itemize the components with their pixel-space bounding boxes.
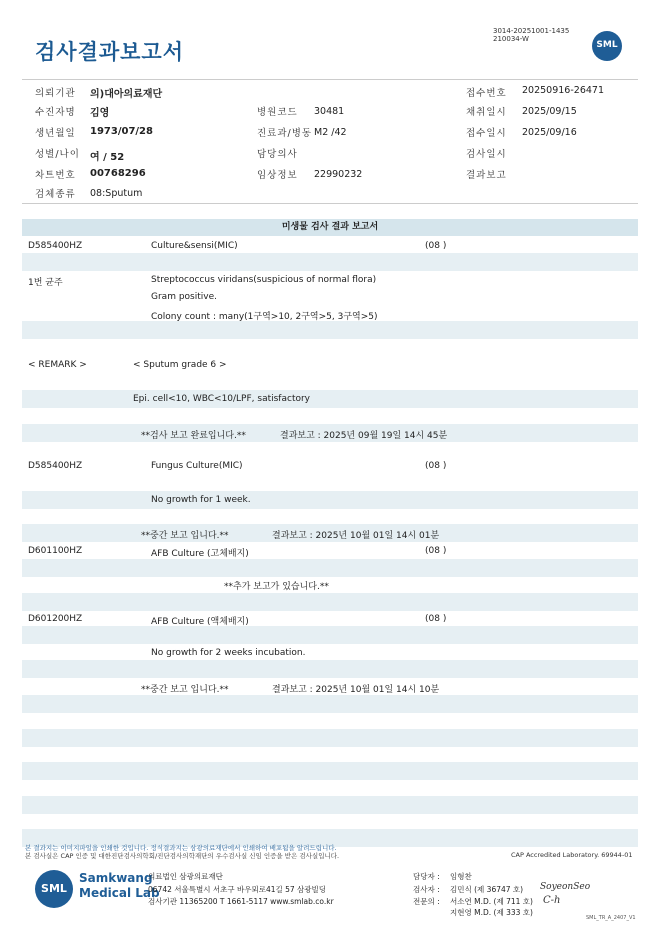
specimen-number: (08 ) — [425, 614, 447, 624]
document-id: 3014-20251001-1435 210034-W — [493, 27, 570, 43]
report-label: 결과보고 — [466, 170, 507, 181]
epi-cell-text: Epi. cell<10, WBC<10/LPF, satisfactory — [133, 394, 311, 404]
ward-code-label: 병원코드 — [257, 107, 298, 118]
test-code: D601100HZ — [28, 546, 83, 556]
row-band — [22, 729, 638, 747]
print-notice: 본 결과지는 이미지파일을 인쇄한 것입니다. 정식결과지는 삼광의료재단에서 인쇄하여 배포됨을 알려드립니다. — [25, 844, 337, 852]
expert-value-2: 지현영 M.D. (제 333 호) — [450, 908, 533, 917]
test-name: Fungus Culture(MIC) — [151, 461, 243, 471]
test-date-label: 검사일시 — [466, 149, 507, 160]
row-band — [22, 491, 638, 509]
tester-label: 검사자 : — [413, 885, 440, 894]
signature-image: C-h — [543, 895, 561, 906]
receive-date-value: 2025/09/16 — [522, 127, 577, 138]
row-band — [22, 626, 638, 644]
row-band — [22, 253, 638, 271]
test-code: D585400HZ — [28, 461, 83, 471]
ward-code-value: 30481 — [314, 106, 345, 117]
report-status-note: **중간 보고 입니다.** — [141, 531, 229, 541]
row-band — [22, 593, 638, 611]
chart-value: 00768296 — [90, 168, 146, 179]
test-code: D601200HZ — [28, 614, 83, 624]
collect-date-value: 2025/09/15 — [522, 106, 577, 117]
request-org-label: 의뢰기관 — [35, 88, 76, 99]
dept-label: 진료과/병동 — [257, 128, 313, 139]
specimen-number: (08 ) — [425, 241, 447, 251]
patient-value: 김영 — [90, 108, 110, 119]
page-title: 검사결과보고서 — [35, 40, 185, 64]
header-top-divider — [22, 79, 638, 80]
patient-label: 수진자명 — [35, 107, 76, 118]
result-text: No growth for 1 week. — [151, 495, 251, 505]
clinical-value: 22990232 — [314, 169, 363, 180]
chart-label: 차트번호 — [35, 170, 76, 181]
report-time: 결과보고 : 2025년 09월 19일 14시 45분 — [280, 431, 448, 441]
row-band — [22, 796, 638, 814]
row-band — [22, 660, 638, 678]
report-status-note: **검사 보고 완료입니다.** — [141, 431, 246, 441]
signature-image: SoyeonSeo — [540, 882, 591, 892]
test-code: D585400HZ — [28, 241, 83, 251]
birth-label: 생년월일 — [35, 128, 76, 139]
sex-age-value: 여 / 52 — [90, 152, 125, 163]
request-org-value: 의)대아의료재단 — [90, 89, 163, 100]
row-band — [22, 559, 638, 577]
expert-value-1: 서소연 M.D. (제 711 호) — [450, 897, 533, 906]
isolate-label: 1번 균주 — [28, 278, 63, 288]
colony-count-text: Colony count : many(1구역>10, 2구역>5, 3구역>5) — [151, 312, 378, 322]
tester-value: 김민식 (제 36747 호) — [450, 885, 524, 894]
birth-value: 1973/07/28 — [90, 126, 153, 137]
doctor-label: 담당의사 — [257, 149, 298, 160]
specimen-number: (08 ) — [425, 461, 447, 471]
section-title: 미생물 검사 결과 보고서 — [22, 219, 638, 236]
specimen-label: 검체종류 — [35, 189, 76, 200]
additional-report-note: **추가 보고가 있습니다.** — [224, 582, 329, 592]
test-name: AFB Culture (고체배지) — [151, 549, 249, 559]
accession-value: 20250916-26471 — [522, 85, 605, 96]
footer-contact: 검사기관 11365200 T 1661-5117 www.smlab.co.kr — [148, 897, 334, 906]
charge-label: 담당자 : — [413, 872, 440, 881]
organism-text: Streptococcus viridans(suspicious of normal flora) — [151, 275, 377, 285]
footer-address: 06742 서울특별시 서초구 바우뫼로41길 57 삼광빌딩 — [148, 885, 327, 894]
clinical-label: 임상정보 — [257, 170, 298, 181]
gram-text: Gram positive. — [151, 292, 217, 302]
cap-statement: 본 검사실은 CAP 인증 및 대한진단검사의학회/진단검사의학재단의 우수검사실 신임 인증을 받은 검사실입니다. — [25, 852, 340, 860]
report-time: 결과보고 : 2025년 10월 01일 14시 01분 — [272, 531, 440, 541]
specimen-value: 08:Sputum — [90, 188, 143, 199]
specimen-number: (08 ) — [425, 546, 447, 556]
test-name: Culture&sensi(MIC) — [151, 241, 238, 251]
collect-date-label: 채취일시 — [466, 107, 507, 118]
report-status-note: **중간 보고 입니다.** — [141, 685, 229, 695]
result-text: No growth for 2 weeks incubation. — [151, 648, 306, 658]
form-version: SML_TR_A_2407_V1 — [586, 915, 636, 921]
row-band — [22, 762, 638, 780]
accession-label: 접수번호 — [466, 88, 507, 99]
cap-accreditation: CAP Accredited Laboratory. 69944-01 — [511, 851, 633, 859]
charge-value: 임형찬 — [450, 872, 472, 881]
test-name: AFB Culture (액체배지) — [151, 617, 249, 627]
row-band — [22, 695, 638, 713]
footer-org-legal-name: 의료법인 삼광의료재단 — [148, 872, 223, 881]
header-bottom-divider — [22, 203, 638, 204]
footer-logo: SML — [35, 870, 73, 908]
sex-age-label: 성별/나이 — [35, 149, 80, 160]
expert-label: 전문의 : — [413, 897, 440, 906]
remark-label: < REMARK > — [28, 360, 87, 370]
row-band — [22, 321, 638, 339]
row-band — [22, 390, 638, 408]
dept-value: M2 /42 — [314, 127, 347, 138]
sml-logo: SML — [592, 31, 622, 61]
report-time: 결과보고 : 2025년 10월 01일 14시 10분 — [272, 685, 440, 695]
sputum-grade-text: < Sputum grade 6 > — [133, 360, 227, 370]
footer-org-name: Samkwang Medical Lab — [79, 871, 160, 900]
receive-date-label: 접수일시 — [466, 128, 507, 139]
